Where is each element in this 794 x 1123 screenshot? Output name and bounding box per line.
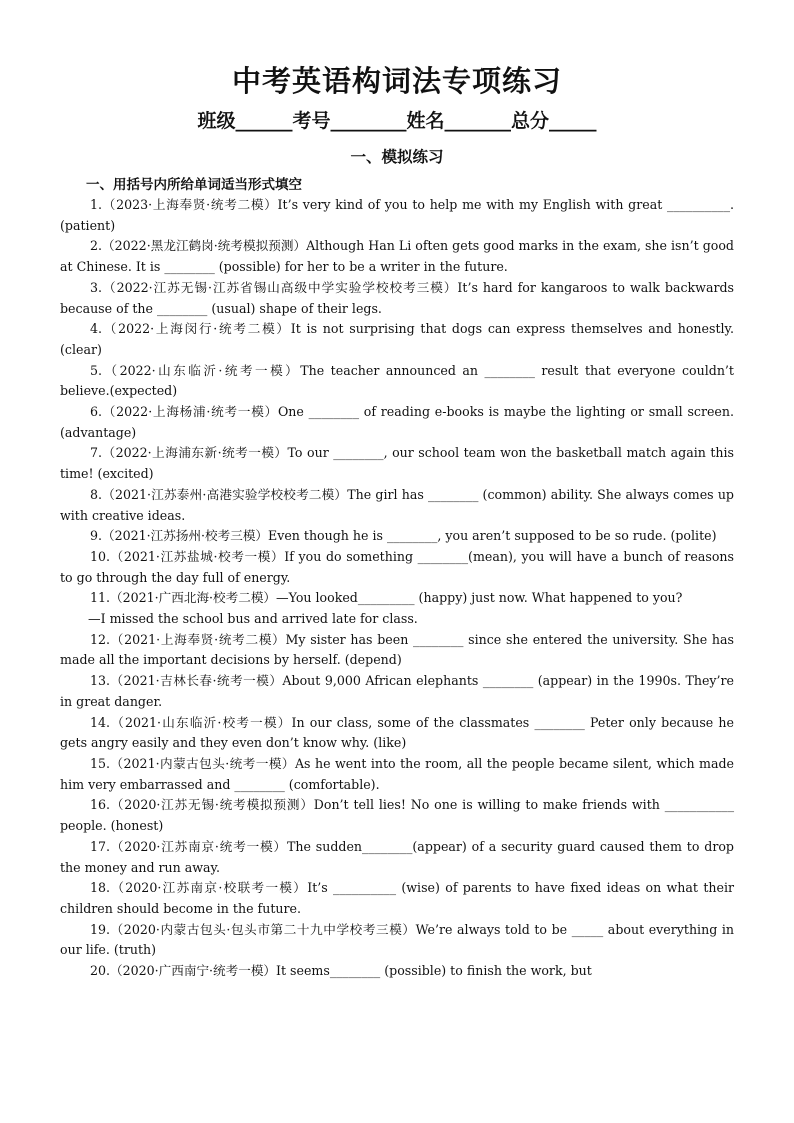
question-item: 17.（2020·江苏南京·统考一模）The sudden________(appear) of a security guard caused them to drop the money and run away. xyxy=(60,838,734,875)
question-item: 3.（2022·江苏无锡·江苏省锡山高级中学实验学校校考三模）It’s hard for kangaroos to walk backwards because of the ________ (usual) shape of their legs. xyxy=(60,279,734,316)
page-title: 中考英语构词法专项练习 xyxy=(231,64,562,98)
student-info-line: 班级______考号________姓名_______总分_____ xyxy=(197,110,597,132)
instruction-line: 一、用括号内所给单词适当形式填空 xyxy=(86,177,302,193)
question-item: 13.（2021·吉林长春·统考一模）About 9,000 African elephants ________ (appear) in the 1990s. They’re in great danger. xyxy=(60,673,734,709)
question-item: 14.（2021·山东临沂·校考一模）In our class, some of the classmates ________ Peter only because he gets angry easily and they even don’t know why. (like) xyxy=(60,714,734,751)
question-item: 1.（2023·上海奉贤·统考二模）It’s very kind of you to help me with my English with great __________. (patient) xyxy=(60,197,734,233)
question-item: 8.（2021·江苏泰州·高港实验学校校考二模）The girl has ________ (common) ability. She always comes up with creative ideas. xyxy=(60,486,734,523)
document-page xyxy=(60,62,734,982)
question-item: 16.（2020·江苏无锡·统考模拟预测）Don’t tell lies! No one is willing to make friends with ___________ people. (honest) xyxy=(60,797,734,834)
question-item: 7.（2022·上海浦东新·统考一模）To our ________, our school team won the basketball match again this time! (excited) xyxy=(60,445,734,482)
question-item-continuation: —I missed the school bus and arrived late for class. xyxy=(88,611,418,627)
question-item: 6.（2022·上海杨浦·统考一模）One ________ of reading e-books is maybe the lighting or small screen. (advantage) xyxy=(60,404,734,440)
section-heading: 一、模拟练习 xyxy=(350,148,444,166)
question-item: 12.（2021·上海奉贤·统考二模）My sister has been ________ since she entered the university. She has made all the important decisions by herself. (depend) xyxy=(60,631,734,668)
question-item: 18.（2020·江苏南京·校联考一模）It’s __________ (wise) of parents to have fixed ideas on what their children should become in the future. xyxy=(60,880,734,916)
question-item: 5.（2022·山东临沂·统考一模）The teacher announced an ________ result that everyone couldn’t believe.(expected) xyxy=(60,362,734,399)
question-list xyxy=(60,195,734,982)
question-item: 20.（2020·广西南宁·统考一模）It seems________ (possible) to finish the work, but xyxy=(90,963,592,979)
question-item: 15.（2021·内蒙古包头·统考一模）As he went into the room, all the people became silent, which made him very embarrassed and ________ (comfortable). xyxy=(60,755,734,792)
question-item: 2.（2022·黑龙江鹤岗·统考模拟预测）Although Han Li often gets good marks in the exam, she isn’t good at Chinese. It is ________ (possible) for her to be a writer in the future. xyxy=(60,238,734,275)
question-item: 10.（2021·江苏盐城·校考一模）If you do something ________(mean), you will have a bunch of reasons to go through the day full of energy. xyxy=(60,548,734,585)
question-item: 4.（2022·上海闵行·统考二模）It is not surprising that dogs can express themselves and honestly. (clear) xyxy=(60,321,734,357)
question-item: 9.（2021·江苏扬州·校考三模）Even though he is ________, you aren’t supposed to be so rude. (polite) xyxy=(90,528,717,544)
question-item: 11.（2021·广西北海·校考二模）—You looked_________ (happy) just now. What happened to you? xyxy=(90,590,683,606)
question-item: 19.（2020·内蒙古包头·包头市第二十九中学校考三模）We’re always told to be _____ about everything in our life. (truth) xyxy=(60,921,734,958)
